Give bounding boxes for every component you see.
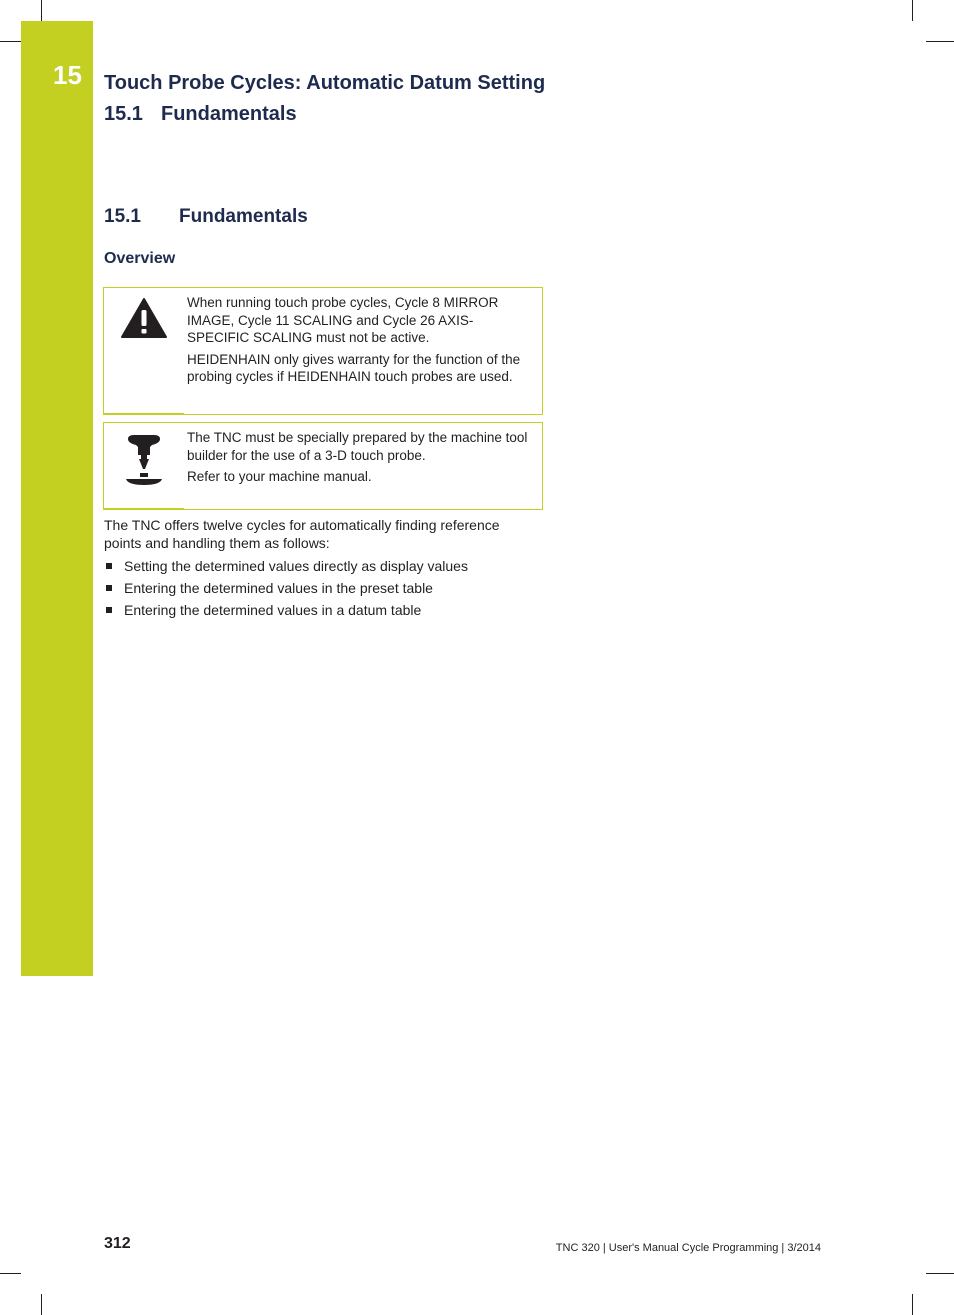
bullet-square-icon — [106, 563, 112, 569]
section-title — [104, 206, 308, 228]
intro-paragraph: The TNC offers twelve cycles for automatically finding reference points and handling them as follows: — [104, 517, 500, 551]
list-item — [104, 555, 468, 577]
running-section-header — [104, 103, 297, 126]
chapter-sidebar — [21, 21, 93, 976]
list-item — [104, 577, 468, 599]
page-number: 312 — [104, 1235, 131, 1252]
chapter-title: Touch Probe Cycles: Automatic Datum Setting — [104, 72, 546, 94]
crop-mark — [0, 41, 21, 42]
running-section-name: Fundamentals — [161, 103, 297, 125]
list-item-text: Entering the determined values in the preset table — [124, 580, 433, 596]
warning-note — [103, 287, 543, 415]
warning-paragraph: HEIDENHAIN only gives warranty for the function of the probing cycles if HEIDENHAIN touch probes are used. — [187, 351, 521, 384]
section-name: Fundamentals — [179, 206, 308, 227]
machine-paragraph: The TNC must be specially prepared by the machine tool builder for the use of a 3-D touch probe. — [187, 430, 528, 463]
section-number: 15.1 — [104, 206, 141, 227]
list-item-text: Entering the determined values in a datum table — [124, 602, 422, 618]
crop-mark — [912, 0, 913, 21]
warning-icon-cell — [104, 288, 184, 414]
warning-paragraph: When running touch probe cycles, Cycle 8 MIRROR IMAGE, Cycle 11 SCALING and Cycle 26 AXIS-SPECIFIC SCALING must not be active. — [187, 295, 499, 345]
bullet-square-icon — [106, 607, 112, 613]
list-item-text: Setting the determined values directly as display values — [124, 558, 468, 574]
crop-mark — [926, 1273, 954, 1274]
machine-paragraph: Refer to your machine manual. — [187, 469, 372, 484]
bullet-list — [104, 555, 468, 621]
footer-text: TNC 320 | User's Manual Cycle Programming | 3/2014 — [555, 1242, 821, 1254]
warning-triangle-icon — [120, 297, 168, 339]
crop-mark — [0, 1273, 21, 1274]
machine-icon-cell — [104, 423, 184, 509]
warning-text — [187, 294, 532, 390]
running-section-number: 15.1 — [104, 103, 143, 125]
machine-note — [103, 422, 543, 510]
crop-mark — [41, 1294, 42, 1315]
chapter-number: 15 — [53, 60, 82, 90]
bullet-square-icon — [106, 585, 112, 591]
machine-tool-icon — [124, 433, 164, 487]
crop-mark — [912, 1294, 913, 1315]
list-item — [104, 599, 468, 621]
crop-mark — [41, 0, 42, 21]
machine-text — [187, 429, 532, 490]
overview-heading: Overview — [104, 250, 176, 267]
crop-mark — [926, 41, 954, 42]
